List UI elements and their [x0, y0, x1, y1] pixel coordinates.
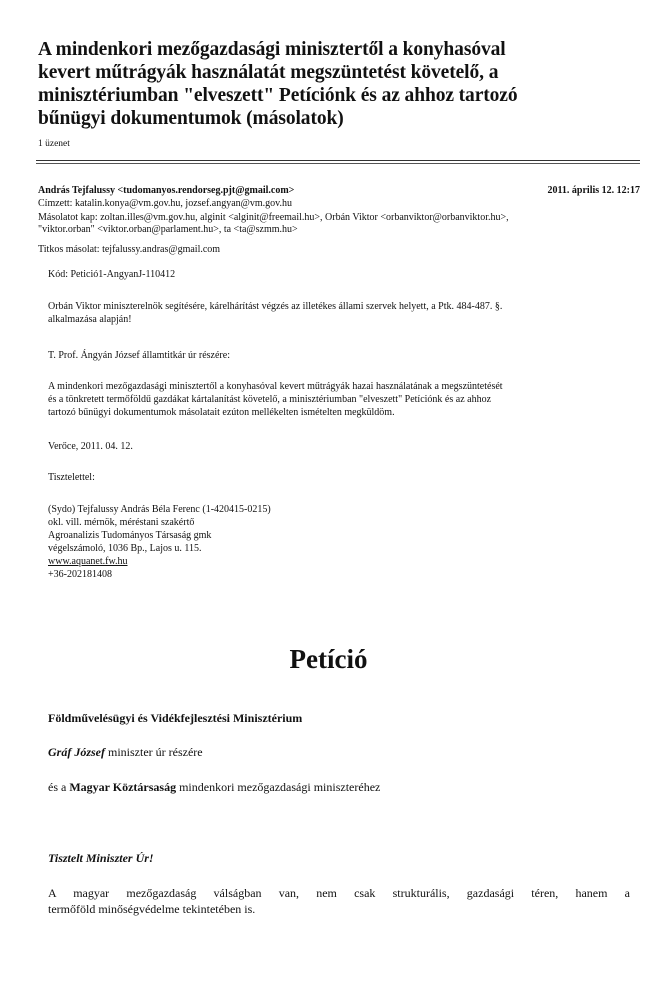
ministry-addressee-line [48, 779, 638, 795]
paragraph-line: termőföld minőségvédelme tekintetében is. [48, 902, 256, 916]
main-line: és a tönkretett termőföldű gazdákat kártalanítást követelő, a minisztériumban "elveszett" Petíciónk és az ahhoz [48, 394, 492, 405]
place-date: Verőce, 2011. 04. 12. [48, 441, 133, 452]
email-subject [38, 38, 618, 130]
minister-addressee-rest: miniszter úr részére [105, 745, 203, 759]
ministry-name: Földművelésügyi és Vidékfejlesztési Minisztérium [48, 711, 303, 725]
subject-line: minisztériumban "elveszett" Petíciónk és az ahhoz tartozó [38, 85, 518, 106]
signature-line: Agroanalizis Tudományos Társaság gmk [48, 530, 212, 541]
subject-line: kevert műtrágyák használatát megszüntetést követelő, a [38, 62, 499, 83]
salutation: Tisztelt Miniszter Úr! [48, 851, 154, 865]
addressee: T. Prof. Ángyán József államtitkár úr részére: [48, 350, 230, 361]
signature-line: (Sydo) Tejfalussy András Béla Ferenc (1-420415-0215) [48, 504, 271, 515]
phone-number: +36-202181408 [48, 569, 112, 580]
minister-name: Gráf József [48, 745, 105, 759]
cc-line: "viktor.orban" <viktor.orban@parlament.hu>, ta <ta@szmm.hu> [38, 223, 298, 235]
subject-line: A mindenkori mezőgazdasági minisztertől a konyhasóval [38, 39, 506, 60]
signature-line: okl. vill. mérnök, méréstani szakértő [48, 517, 195, 528]
message-count: 1 üzenet [38, 139, 70, 149]
header-divider [36, 160, 640, 161]
recipients: Címzett: katalin.konya@vm.gov.hu, jozsef.angyan@vm.gov.hu [38, 198, 293, 209]
subject-line: bűnügyi dokumentumok (másolatok) [38, 108, 344, 129]
sent-date: 2011. április 12. 12:17 [547, 185, 640, 196]
line-prefix: és a [48, 780, 70, 794]
minister-addressee [48, 744, 638, 760]
intro-paragraph [48, 300, 638, 326]
cc-line: Másolatot kap: zoltan.illes@vm.gov.hu, alginit <alginit@freemail.hu>, Orbán Viktor <orbanviktor@orbanviktor.hu>, [38, 212, 509, 223]
main-line: A mindenkori mezőgazdasági minisztertől a konyhasóval kevert műtrágyák hazai használatának a megszüntetését [48, 381, 503, 392]
main-paragraph [48, 380, 638, 419]
sender: András Tejfalussy <tudomanyos.rendorseg.pjt@gmail.com> [38, 185, 295, 196]
greeting: Tisztelettel: [48, 472, 95, 483]
reference-code: Kód: Petició1-AngyanJ-110412 [48, 269, 176, 280]
bcc-recipients: Titkos másolat: tejfalussy.andras@gmail.com [38, 244, 221, 255]
signature-line: végelszámoló, 1036 Bp., Lajos u. 115. [48, 543, 202, 554]
main-line: tartozó bűnügyi dokumentumok másolatait ezúton mellékelten ismételten megküldöm. [48, 407, 395, 418]
website-link[interactable]: www.aquanet.fw.hu [48, 556, 128, 567]
petition-paragraph [48, 885, 630, 917]
intro-line: Orbán Viktor miniszterelnök segítésére, kárelhárítást végzés az illetékes állami szervek helyett, a Ptk. 484-487. §. [48, 301, 503, 312]
intro-line: alkalmazása alapján! [48, 314, 132, 325]
petition-heading: Petíció [289, 644, 368, 674]
cc-recipients [38, 212, 643, 235]
line-suffix: mindenkori mezőgazdasági miniszteréhez [176, 780, 381, 794]
signature-block [48, 503, 638, 581]
republic-name: Magyar Köztársaság [69, 780, 177, 794]
header-divider-secondary [36, 163, 640, 164]
paragraph-line: A magyar mezőgazdaság válságban van, nem csak strukturális, gazdasági téren, hanem a [48, 886, 630, 900]
